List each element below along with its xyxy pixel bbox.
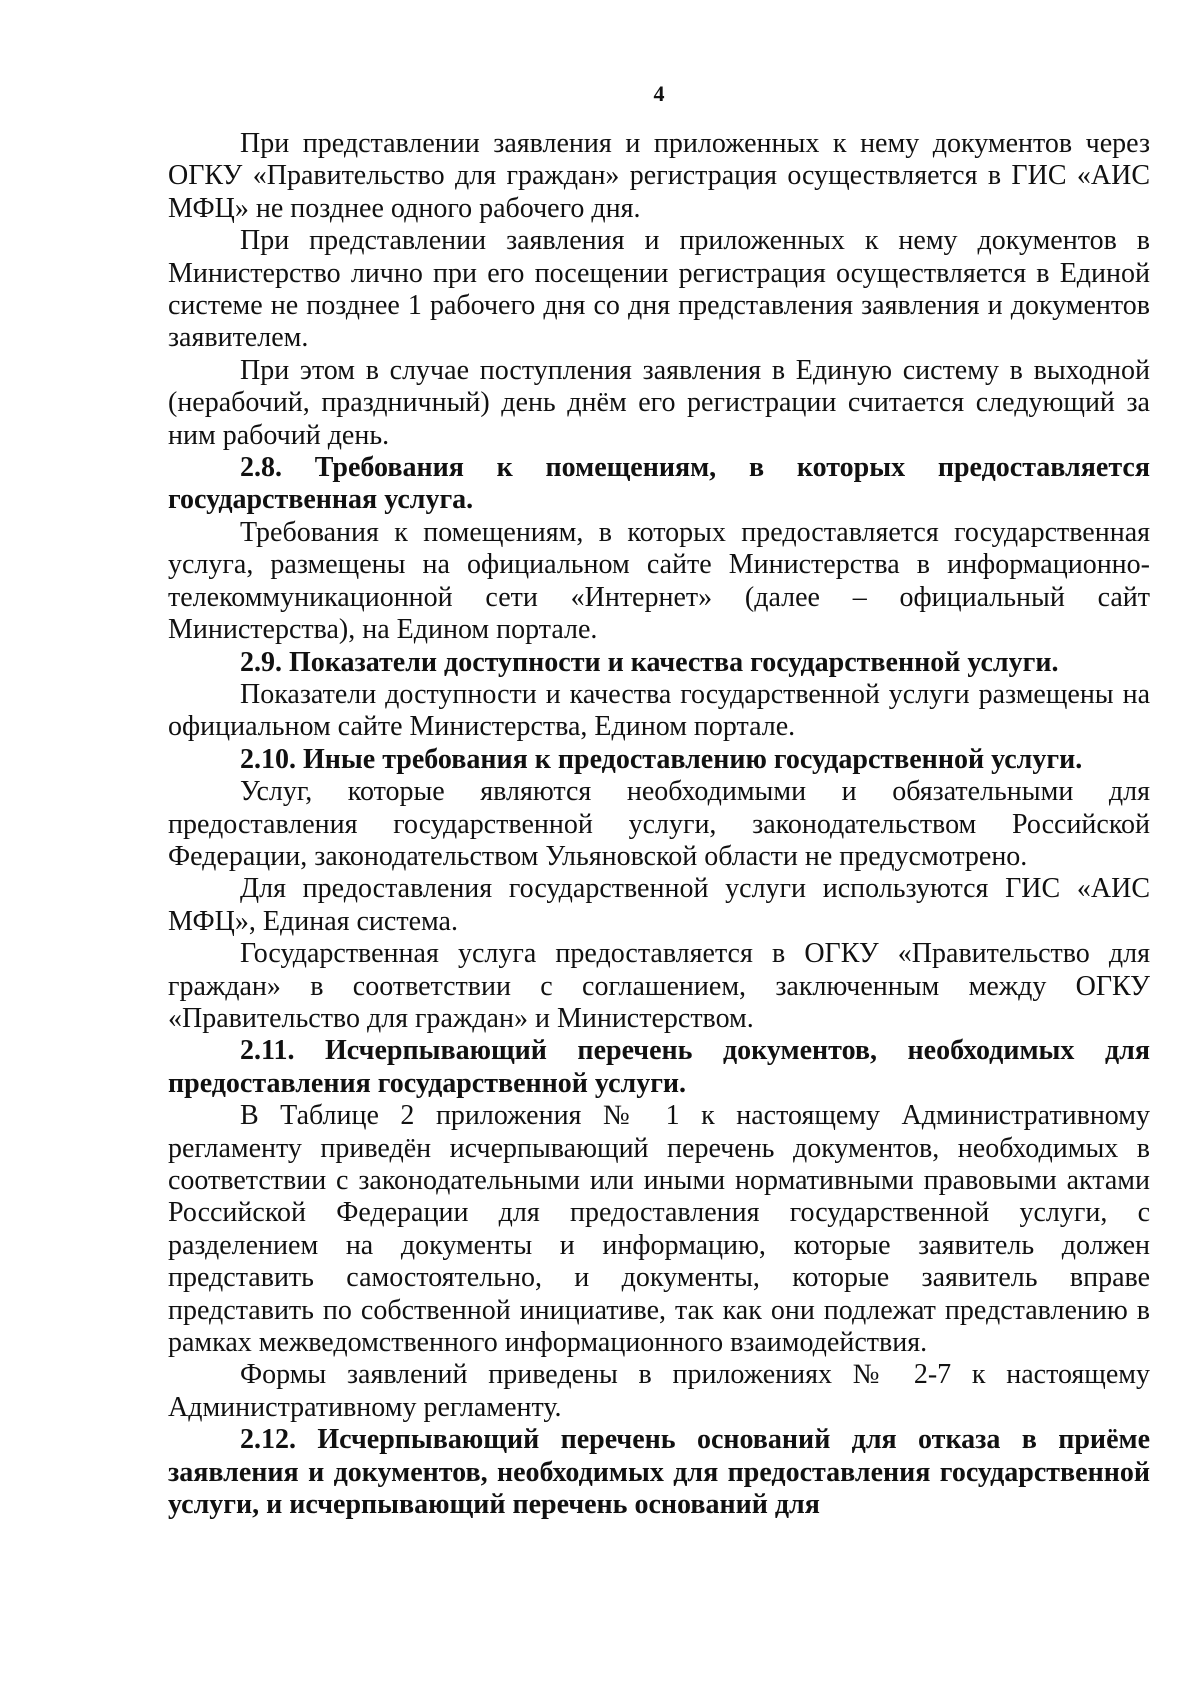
paragraph-service-provision: Государственная услуга предоставляется в ОГКУ «Правительство для граждан» в соответствии с соглашением, заключенным между ОГКУ «Правительство для граждан» и Министерством. <box>168 938 1150 1034</box>
page-number: 4 <box>653 81 665 106</box>
paragraph-application-forms: Формы заявлений приведены в приложениях № 2-7 к настоящему Административному регламенту. <box>168 1359 1150 1423</box>
heading-2-11: 2.11. Исчерпывающий перечень документов, необходимых для предоставления государственной услуги. <box>168 1035 1150 1099</box>
paragraph-registration-ogku: При представлении заявления и приложенных к нему документов через ОГКУ «Правительство для граждан» регистрация осуществляется в ГИС «АИС МФЦ» не позднее одного рабочего дня. <box>168 128 1150 224</box>
paragraph-necessary-services: Услуг, которые являются необходимыми и обязательными для предоставления государственной услуги, законодательством Российской Федерации, законодательством Ульяновской области не предусмотрено. <box>168 776 1150 872</box>
paragraph-accessibility-indicators: Показатели доступности и качества государственной услуги размещены на официальном сайте Министерства, Едином портале. <box>168 678 1150 743</box>
heading-2-12: 2.12. Исчерпывающий перечень оснований для отказа в приёме заявления и документов, необходимых для предоставления государственной услуги, и исчерпывающий перечень оснований для <box>168 1424 1150 1521</box>
paragraph-holiday-registration: При этом в случае поступления заявления в Единую систему в выходной (нерабочий, праздничный) день днём его регистрации считается следующий за ним рабочий день. <box>168 354 1150 451</box>
heading-2-10: 2.10. Иные требования к предоставлению государственной услуги. <box>240 743 1083 775</box>
paragraph-systems-used: Для предоставления государственной услуги используются ГИС «АИС МФЦ», Единая система. <box>168 873 1150 937</box>
heading-2-9: 2.9. Показатели доступности и качества государственной услуги. <box>240 646 1059 678</box>
document-page <box>168 72 1150 1521</box>
paragraph-premises-requirements: Требования к помещениям, в которых предоставляется государственная услуга, размещены на официальном сайте Министерства в информационно-телекоммуникационной сети «Интернет» (далее – официальный сайт Министерства), на Едином портале. <box>168 516 1150 646</box>
paragraph-registration-ministry: При представлении заявления и приложенных к нему документов в Министерство лично при его посещении регистрация осуществляется в Единой системе не позднее 1 рабочего дня со дня представления заявления и документов заявителем. <box>168 225 1150 354</box>
paragraph-documents-list: В Таблице 2 приложения № 1 к настоящему Административному регламенту приведён исчерпывающий перечень документов, необходимых в соответствии с законодательными или иными нормативными правовыми актами Российской Федерации для предоставления государственной услуги, с разделением на документы и информацию, которые заявитель должен представить самостоятельно, и документы, которые заявитель вправе представить по собственной инициативе, так как они подлежат представлению в рамках межведомственного информационного взаимодействия. <box>168 1100 1150 1359</box>
heading-2-8: 2.8. Требования к помещениям, в которых предоставляется государственная услуга. <box>168 452 1150 516</box>
